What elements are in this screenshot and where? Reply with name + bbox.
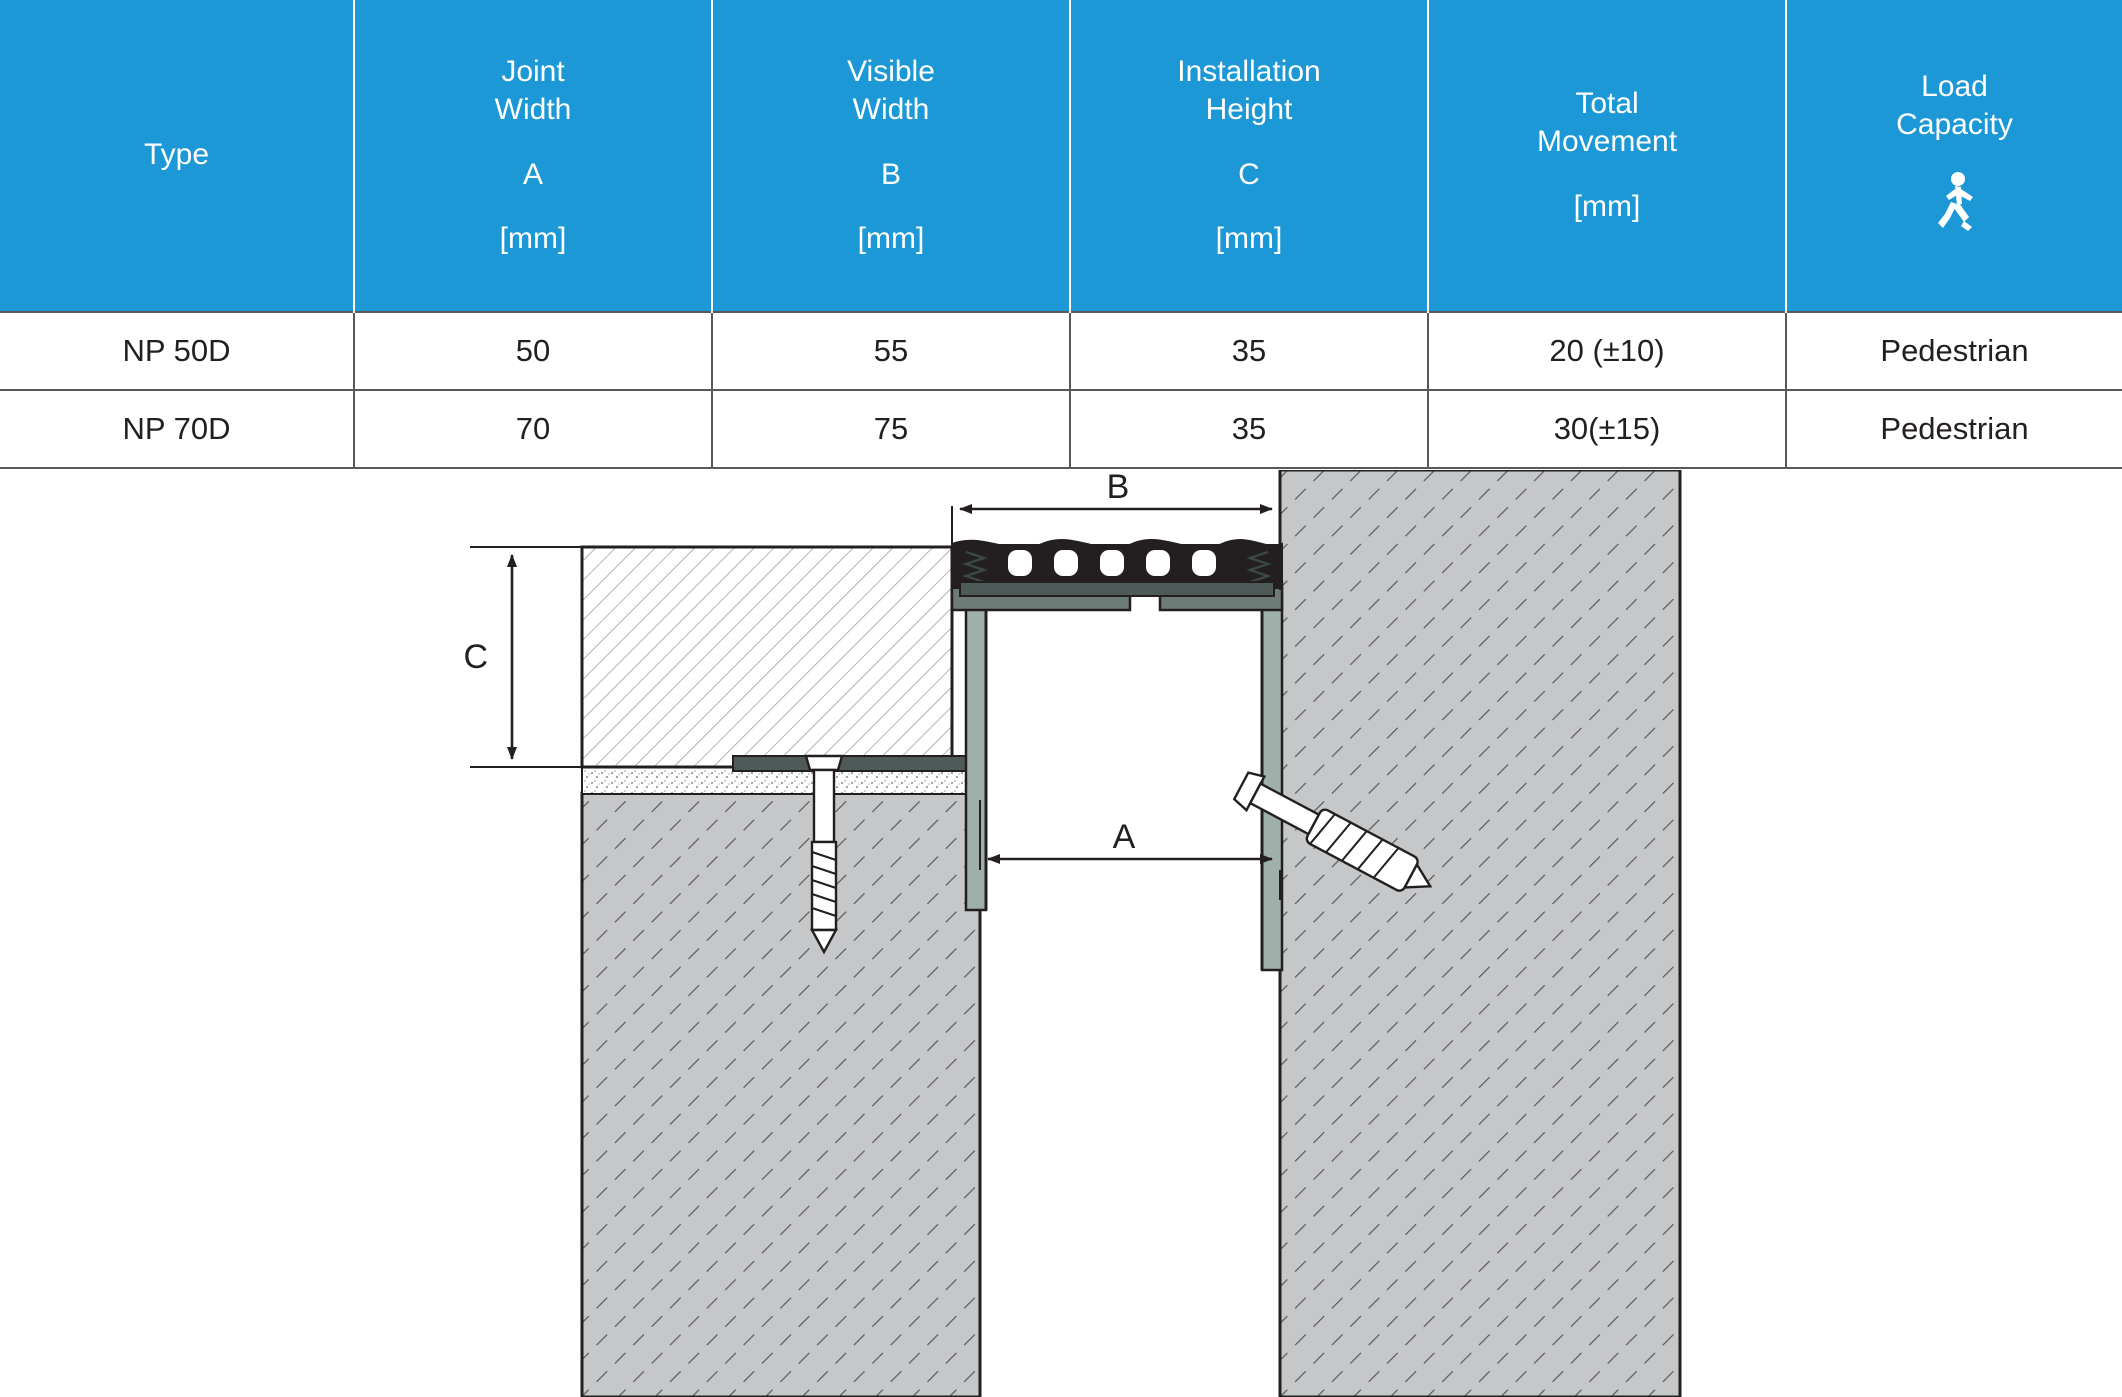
dimension-c-label: C [463, 638, 488, 676]
column-header-total-movement-unit: [mm] [1573, 189, 1641, 223]
dimension-b-label: B [1106, 470, 1130, 506]
concrete-substrate-left [582, 793, 980, 1397]
cross-section-drawing [0, 470, 2122, 1397]
joint-cavity [986, 610, 1262, 970]
column-header-type [0, 0, 354, 312]
column-header-visible-width-stack [721, 53, 1061, 259]
cell-joint-width: 50 [354, 312, 712, 390]
column-header-visible-width-unit: [mm] [857, 221, 925, 255]
column-header-load-capacity-stack [1795, 68, 2114, 243]
cell-visible-width: 75 [712, 390, 1070, 468]
aluminium-profile-right [1160, 574, 1282, 970]
column-header-visible-width-symbol: B [880, 157, 901, 191]
cell-type: NP 70D [0, 390, 354, 468]
cell-load-capacity: Pedestrian [1786, 390, 2122, 468]
cell-type: NP 50D [0, 312, 354, 390]
table-row [0, 312, 2122, 390]
column-header-load-capacity-line1: Load Capacity [1896, 69, 2013, 142]
dimension-a [980, 800, 1280, 900]
table-header [0, 0, 2122, 312]
cross-section-svg [0, 470, 2122, 1397]
cell-total-movement: 30(±15) [1428, 390, 1786, 468]
cell-installation-height: 35 [1070, 390, 1428, 468]
column-header-joint-width-symbol: A [522, 157, 543, 191]
column-header-installation-height-stack [1079, 53, 1419, 259]
column-header-type-label: Type [143, 138, 210, 172]
table-body [0, 312, 2122, 468]
cell-installation-height: 35 [1070, 312, 1428, 390]
concrete-substrate-right [1280, 470, 1680, 1397]
column-header-visible-width [712, 0, 1070, 312]
specification-table [0, 0, 2122, 469]
column-header-installation-height-line1: Installation Height [1177, 54, 1321, 127]
cell-total-movement: 20 (±10) [1428, 312, 1786, 390]
dimension-a-label: A [1112, 818, 1136, 856]
column-header-total-movement-stack [1437, 85, 1777, 226]
rubber-insert-centre [952, 540, 1282, 596]
column-header-joint-width-stack [363, 53, 703, 259]
dimension-c [463, 547, 600, 767]
column-header-total-movement [1428, 0, 1786, 312]
column-header-installation-height-symbol: C [1238, 157, 1260, 191]
column-header-total-movement-line1: Total Movement [1536, 86, 1678, 159]
column-header-installation-height-unit: [mm] [1215, 221, 1283, 255]
column-header-joint-width-line1: Joint Width [494, 54, 572, 127]
column-header-visible-width-line1: Visible Width [847, 54, 935, 127]
cell-visible-width: 55 [712, 312, 1070, 390]
cell-load-capacity: Pedestrian [1786, 312, 2122, 390]
column-header-installation-height [1070, 0, 1428, 312]
cell-joint-width: 70 [354, 390, 712, 468]
screed-layer-left [582, 547, 952, 767]
column-header-joint-width-unit: [mm] [499, 221, 567, 255]
column-header-load-capacity [1786, 0, 2122, 312]
pedestrian-walking-icon [1928, 171, 1982, 243]
table-header-row [0, 0, 2122, 312]
column-header-joint-width [354, 0, 712, 312]
table-row [0, 390, 2122, 468]
